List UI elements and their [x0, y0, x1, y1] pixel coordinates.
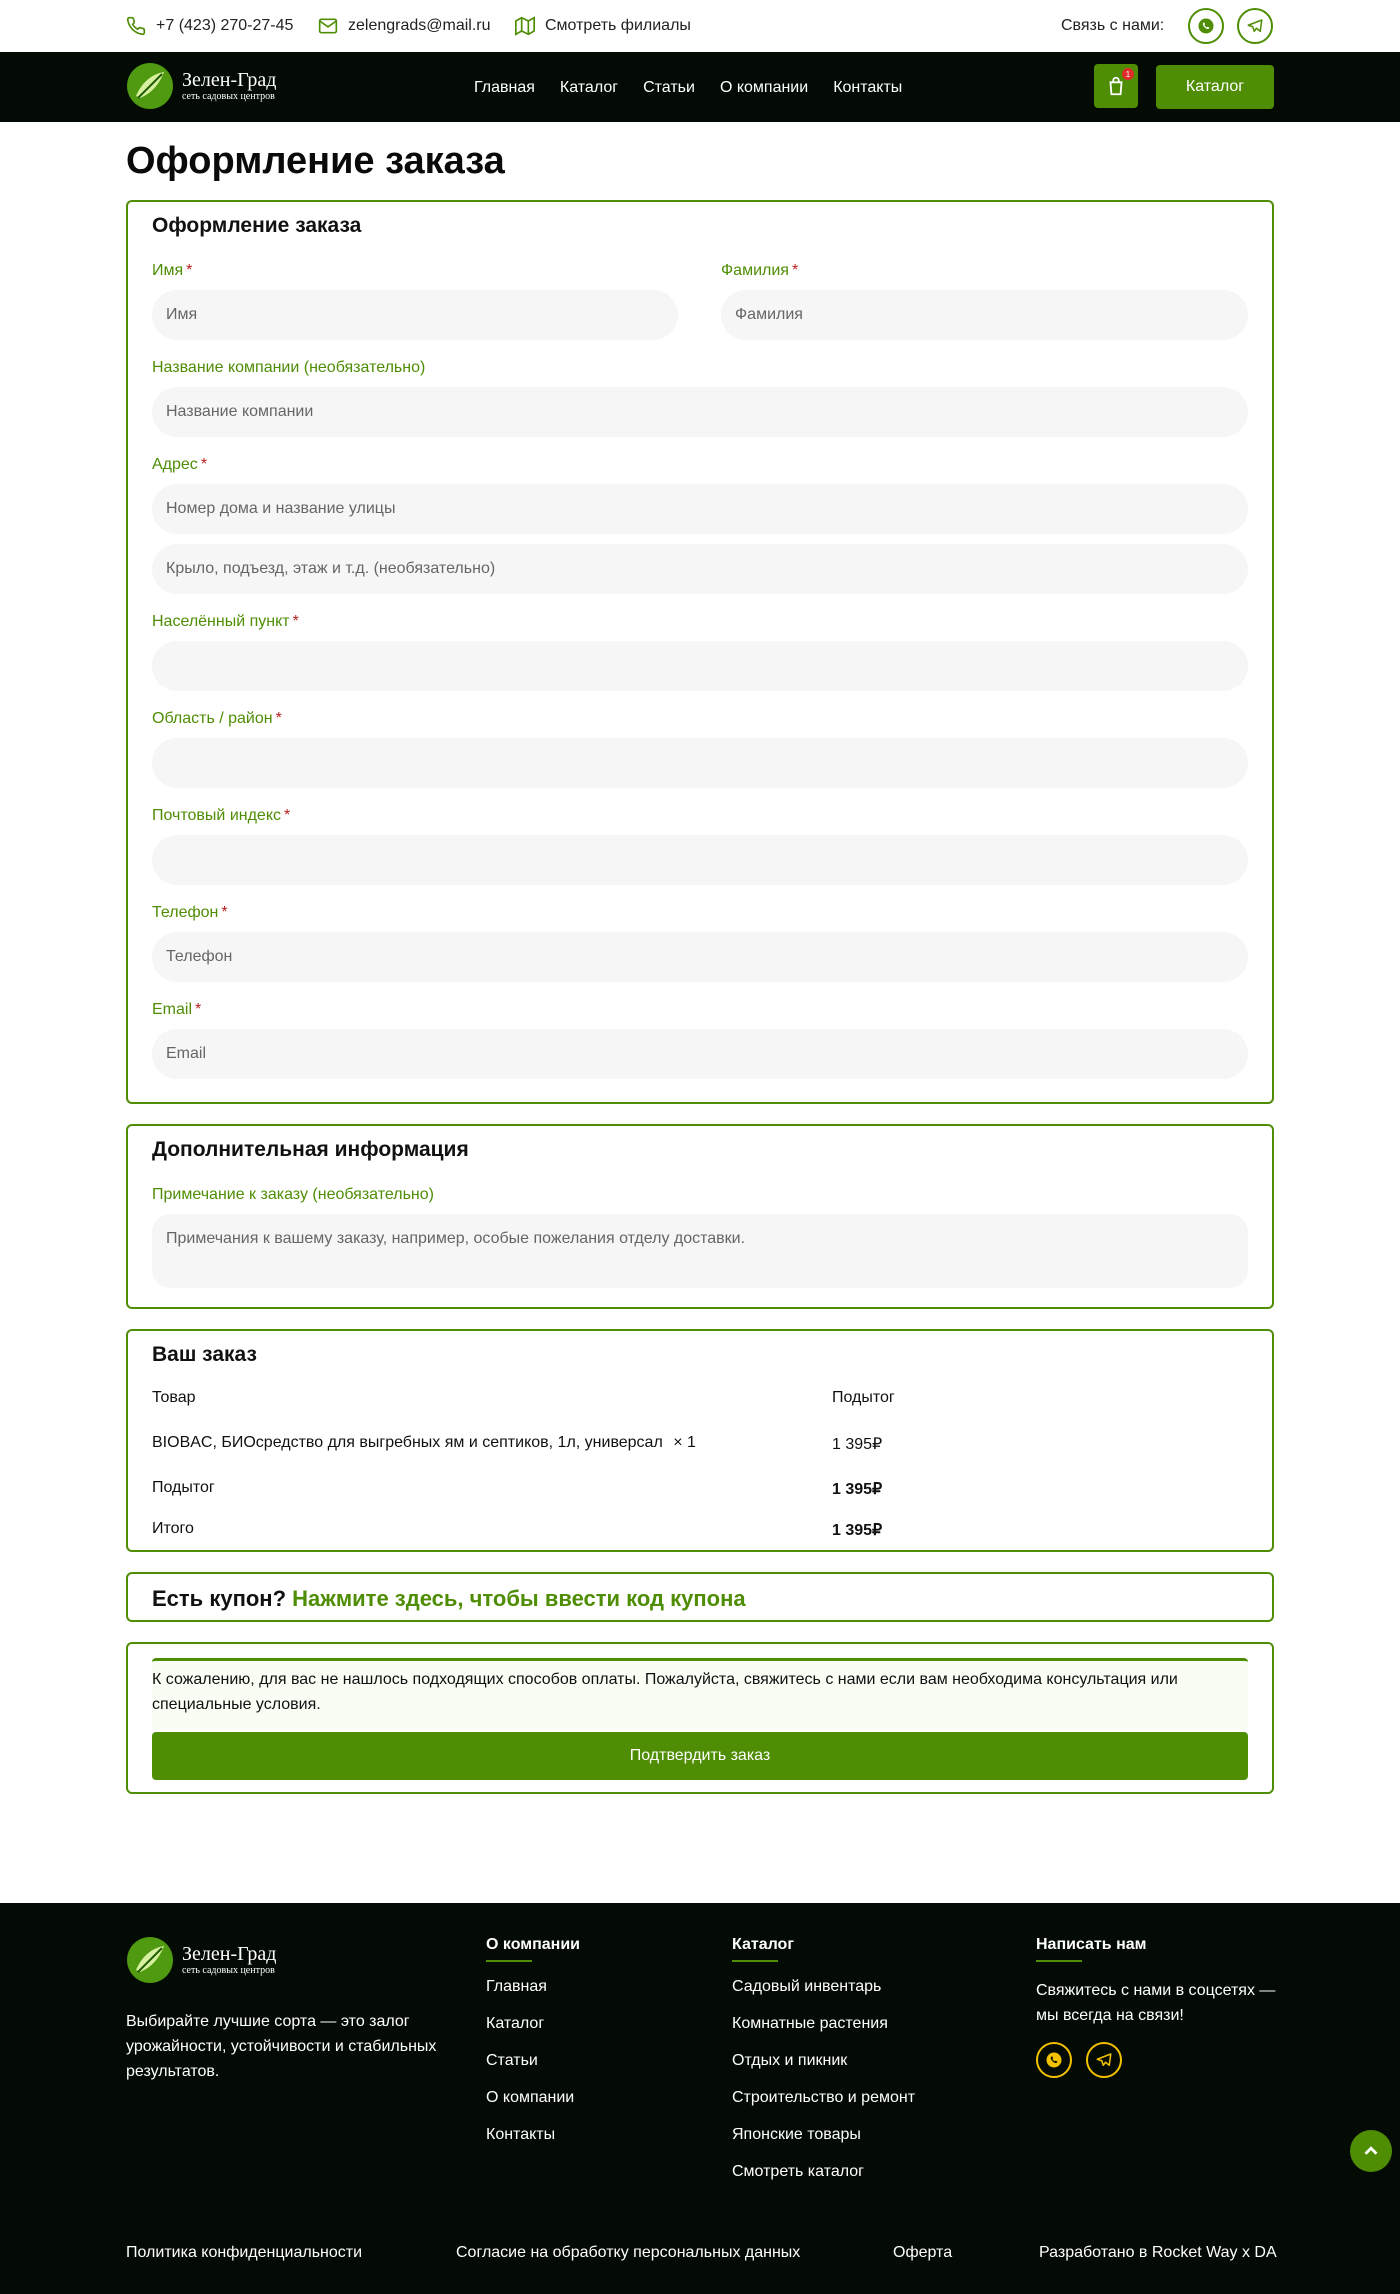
first-name-label	[152, 262, 192, 280]
order-subtotal-row	[152, 1479, 1248, 1497]
footer-link-construction[interactable]: Строительство и ремонт	[732, 2089, 916, 2106]
required-mark: *	[221, 904, 228, 921]
branches-link[interactable]	[515, 16, 691, 36]
mail-icon	[318, 16, 338, 36]
footer-brand-name: Зелен-Град	[182, 1943, 277, 1965]
page-title: Оформление заказа	[126, 140, 505, 182]
coupon-panel	[126, 1572, 1274, 1622]
developer-credit[interactable]: Разработано в Rocket Way x DA	[1039, 2244, 1277, 2261]
footer-link-view-catalog[interactable]: Смотреть каталог	[732, 2163, 864, 2180]
offer-link[interactable]: Оферта	[893, 2244, 953, 2261]
billing-details-panel	[126, 200, 1274, 1104]
coupon-prompt	[152, 1586, 746, 1612]
footer-about-text: Выбирайте лучшие сорта — это залог урожайности, устойчивости и стабильных результатов.	[126, 2013, 437, 2080]
footer-company-title: О компании	[486, 1936, 580, 1962]
required-mark: *	[200, 456, 208, 473]
address-line1-input[interactable]: Номер дома и название улицы	[152, 484, 1248, 534]
address-label	[152, 456, 207, 474]
footer-link-home[interactable]: Главная	[486, 1978, 547, 1995]
last-name-label	[721, 262, 798, 280]
nav-item-catalog[interactable]: Каталог	[559, 79, 619, 96]
additional-info-panel	[126, 1124, 1274, 1309]
order-total-row	[152, 1520, 1248, 1538]
order-notes-label: Примечание к заказу (необязательно)	[152, 1186, 434, 1203]
subtotal-value: 1 395₽	[832, 1481, 883, 1498]
last-name-input[interactable]: Фамилия	[721, 290, 1248, 340]
email-label-text: Email	[152, 1001, 193, 1018]
footer-whatsapp-button[interactable]	[1036, 2042, 1072, 2078]
email-input[interactable]: Email	[152, 1029, 1248, 1079]
phone-link[interactable]	[126, 16, 293, 36]
postcode-input[interactable]	[152, 835, 1248, 885]
nav-item-contacts[interactable]: Контакты	[833, 79, 903, 96]
phone-icon	[126, 16, 146, 36]
phone-input[interactable]: Телефон	[152, 932, 1248, 982]
first-name-label-text: Имя	[152, 262, 184, 279]
region-label	[152, 710, 282, 728]
brand-name: Зелен-Град	[182, 69, 277, 91]
phone-label-text: Телефон	[152, 904, 219, 921]
whatsapp-icon	[1197, 17, 1215, 35]
telegram-button[interactable]	[1237, 8, 1273, 44]
logo-leaf-icon	[126, 62, 174, 110]
postcode-label	[152, 807, 290, 825]
chevron-up-icon	[1360, 2140, 1382, 2162]
top-bar	[0, 0, 1400, 52]
site-footer	[0, 1903, 1400, 2294]
footer-catalog-column	[732, 1936, 915, 2181]
footer-link-contacts[interactable]: Контакты	[486, 2126, 556, 2143]
footer-link-about[interactable]: О компании	[486, 2089, 575, 2106]
confirm-order-button[interactable]: Подтвердить заказ	[152, 1732, 1248, 1780]
required-mark: *	[284, 807, 291, 824]
order-item-row	[152, 1434, 1248, 1452]
footer-logo[interactable]	[126, 1936, 276, 1984]
city-label	[152, 613, 299, 631]
email-text: zelengrads@mail.ru	[348, 17, 491, 34]
first-name-input[interactable]: Имя	[152, 290, 678, 340]
city-input[interactable]	[152, 641, 1248, 691]
company-input[interactable]: Название компании	[152, 387, 1248, 437]
privacy-policy-link[interactable]: Политика конфиденциальности	[126, 2244, 363, 2261]
contact-label: Связь с нами:	[1061, 17, 1165, 34]
email-link[interactable]	[318, 16, 491, 36]
data-consent-link[interactable]: Согласие на обработку персональных данных	[456, 2244, 801, 2261]
site-logo[interactable]	[126, 62, 276, 110]
brand-subtitle: сеть садовых центров	[182, 91, 275, 102]
cart-count-badge: 1	[1122, 68, 1134, 80]
footer-write-column	[1036, 1936, 1276, 2078]
email-label	[152, 1001, 201, 1019]
product-column-header: Товар	[152, 1389, 196, 1406]
additional-info-title: Дополнительная информация	[152, 1138, 469, 1161]
region-input[interactable]	[152, 738, 1248, 788]
address-label-text: Адрес	[152, 456, 198, 473]
footer-brand-subtitle: сеть садовых центров	[182, 1965, 275, 1976]
required-mark: *	[186, 262, 193, 279]
billing-title: Оформление заказа	[152, 214, 362, 237]
subtotal-column-header: Подытог	[832, 1389, 895, 1406]
phone-text: +7 (423) 270-27-45	[156, 17, 294, 34]
city-label-text: Населённый пункт	[152, 613, 290, 630]
payment-notice: К сожалению, для вас не нашлось подходящих способов оплаты. Пожалуйста, свяжитесь с нами если вам необходима консультация или специальные условия.	[152, 1658, 1248, 1730]
cart-button[interactable]	[1094, 64, 1138, 108]
order-notes-textarea[interactable]: Примечания к вашему заказу, например, особые пожелания отделу доставки.	[152, 1214, 1248, 1288]
whatsapp-icon	[1045, 2051, 1063, 2069]
footer-link-catalog[interactable]: Каталог	[486, 2015, 545, 2032]
coupon-question: Есть купон?	[152, 1586, 287, 1611]
last-name-label-text: Фамилия	[721, 262, 789, 279]
nav-item-home[interactable]: Главная	[474, 79, 535, 96]
order-summary-title: Ваш заказ	[152, 1343, 257, 1366]
footer-link-garden-tools[interactable]: Садовый инвентарь	[732, 1978, 882, 1995]
whatsapp-button[interactable]	[1188, 8, 1224, 44]
required-mark: *	[195, 1001, 202, 1018]
coupon-link[interactable]: Нажмите здесь, чтобы ввести код купона	[292, 1586, 746, 1611]
footer-telegram-button[interactable]	[1086, 2042, 1122, 2078]
footer-link-articles[interactable]: Статьи	[486, 2052, 538, 2069]
telegram-icon	[1095, 2051, 1113, 2069]
footer-link-japanese[interactable]: Японские товары	[732, 2126, 861, 2143]
order-header-row	[152, 1389, 1248, 1407]
company-label: Название компании (необязательно)	[152, 359, 426, 376]
branches-text: Смотреть филиалы	[545, 17, 691, 34]
address-line2-input[interactable]: Крыло, подъезд, этаж и т.д. (необязательно)	[152, 544, 1248, 594]
order-item-name: BIOBAC, БИОсредство для выгребных ям и септиков, 1л, универсал	[152, 1434, 663, 1451]
logo-leaf-icon	[126, 1936, 174, 1984]
footer-link-picnic[interactable]: Отдых и пикник	[732, 2052, 848, 2069]
subtotal-label: Подытог	[152, 1479, 215, 1496]
region-label-text: Область / район	[152, 710, 273, 727]
map-icon	[515, 16, 535, 36]
catalog-button[interactable]: Каталог	[1156, 65, 1274, 109]
order-item-price: 1 395₽	[832, 1436, 883, 1453]
total-label: Итого	[152, 1520, 194, 1537]
footer-catalog-title: Каталог	[732, 1936, 915, 1962]
telegram-icon	[1246, 17, 1264, 35]
footer-link-indoor-plants[interactable]: Комнатные растения	[732, 2015, 888, 2032]
nav-links	[474, 79, 902, 97]
postcode-label-text: Почтовый индекс	[152, 807, 281, 824]
footer-write-title: Написать нам	[1036, 1936, 1276, 1962]
total-value: 1 395₽	[832, 1522, 883, 1539]
nav-item-articles[interactable]: Статьи	[643, 79, 695, 96]
phone-label	[152, 904, 228, 922]
footer-company-column	[486, 1936, 580, 2144]
payment-panel	[126, 1642, 1274, 1794]
required-mark: *	[275, 710, 282, 727]
scroll-to-top-button[interactable]	[1350, 2130, 1392, 2172]
main-navbar	[0, 52, 1400, 122]
nav-item-about[interactable]: О компании	[719, 79, 809, 96]
footer-write-text: Свяжитесь с нами в соцсетях — мы всегда на связи!	[1036, 1982, 1276, 2024]
required-mark: *	[292, 613, 299, 630]
required-mark: *	[791, 262, 799, 279]
order-item-qty: × 1	[673, 1434, 696, 1451]
order-summary-panel	[126, 1329, 1274, 1552]
